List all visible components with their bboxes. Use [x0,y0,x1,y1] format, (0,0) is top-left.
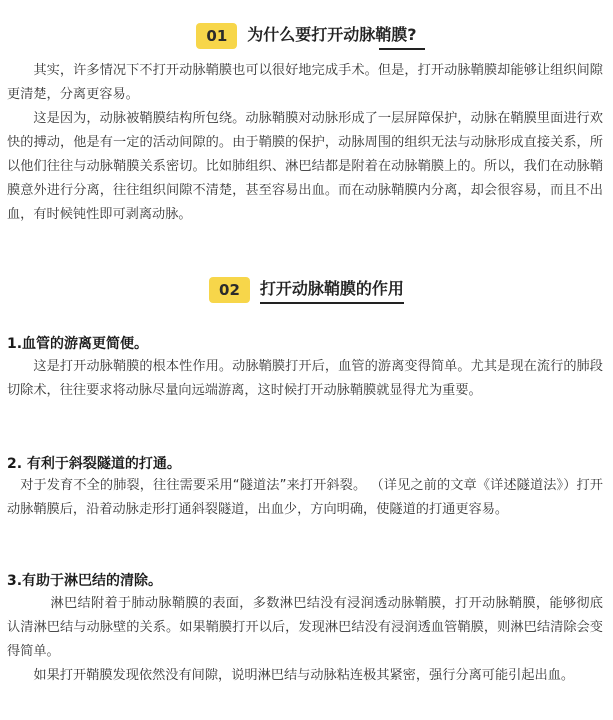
title-underline [379,48,425,50]
section-2-badge: 02 [209,277,250,303]
item-2-heading: 2. 有利于斜裂隧道的打通。 [7,456,181,472]
section-1-title: 为什么要打开动脉鞘膜? [247,22,416,49]
section-1-badge: 01 [196,23,237,49]
section-1-header [0,22,613,49]
item-2-paragraph: 对于发育不全的肺裂，往往需要采用“隧道法”来打开斜裂。 （详见之前的文章《详述隧道法》）打开动脉鞘膜后，沿着动脉走形打通斜裂隧道，出血少，方向明确，使隧道的打通更容易。 [7,478,603,517]
section-2-title: 打开动脉鞘膜的作用 [260,276,404,303]
title-underline [260,302,404,304]
section-1-paragraph-1: 其实，许多情况下不打开动脉鞘膜也可以很好地完成手术。但是，打开动脉鞘膜却能够让组织间隙更清楚，分离更容易。 [7,63,603,102]
section-2-header [0,276,613,303]
item-3-heading: 3.有助于淋巴结的清除。 [7,573,163,589]
item-1-heading: 1.血管的游离更简便。 [7,336,149,352]
section-1-paragraph-2: 这是因为，动脉被鞘膜结构所包绕。动脉鞘膜对动脉形成了一层屏障保护，动脉在鞘膜里面进行欢快的搏动，他是有一定的活动间隙的。由于鞘膜的保护，动脉周围的组织无法与动脉形成直接关系，所以他们往往与动脉鞘膜关系密切。比如肺组织、淋巴结都是附着在动脉鞘膜上的。所以，我们在动脉鞘膜意外进行分离，往往组织间隙不清楚，甚至容易出血。而在动脉鞘膜内分离，却会很容易，而且不出血，有时候钝性即可剥离动脉。 [7,111,603,222]
item-3-paragraph-1: 淋巴结附着于肺动脉鞘膜的表面，多数淋巴结没有浸润透动脉鞘膜，打开动脉鞘膜，能够彻底认清淋巴结与动脉壁的关系。如果鞘膜打开以后，发现淋巴结没有浸润透血管鞘膜，则淋巴结清除会变得简单。 [7,596,603,659]
item-1-paragraph: 这是打开动脉鞘膜的根本性作用。动脉鞘膜打开后，血管的游离变得简单。尤其是现在流行的肺段切除术，往往要求将动脉尽量向远端游离，这时候打开动脉鞘膜就显得尤为重要。 [7,359,603,398]
item-3-paragraph-2: 如果打开鞘膜发现依然没有间隙，说明淋巴结与动脉粘连极其紧密，强行分离可能引起出血。 [33,668,575,683]
